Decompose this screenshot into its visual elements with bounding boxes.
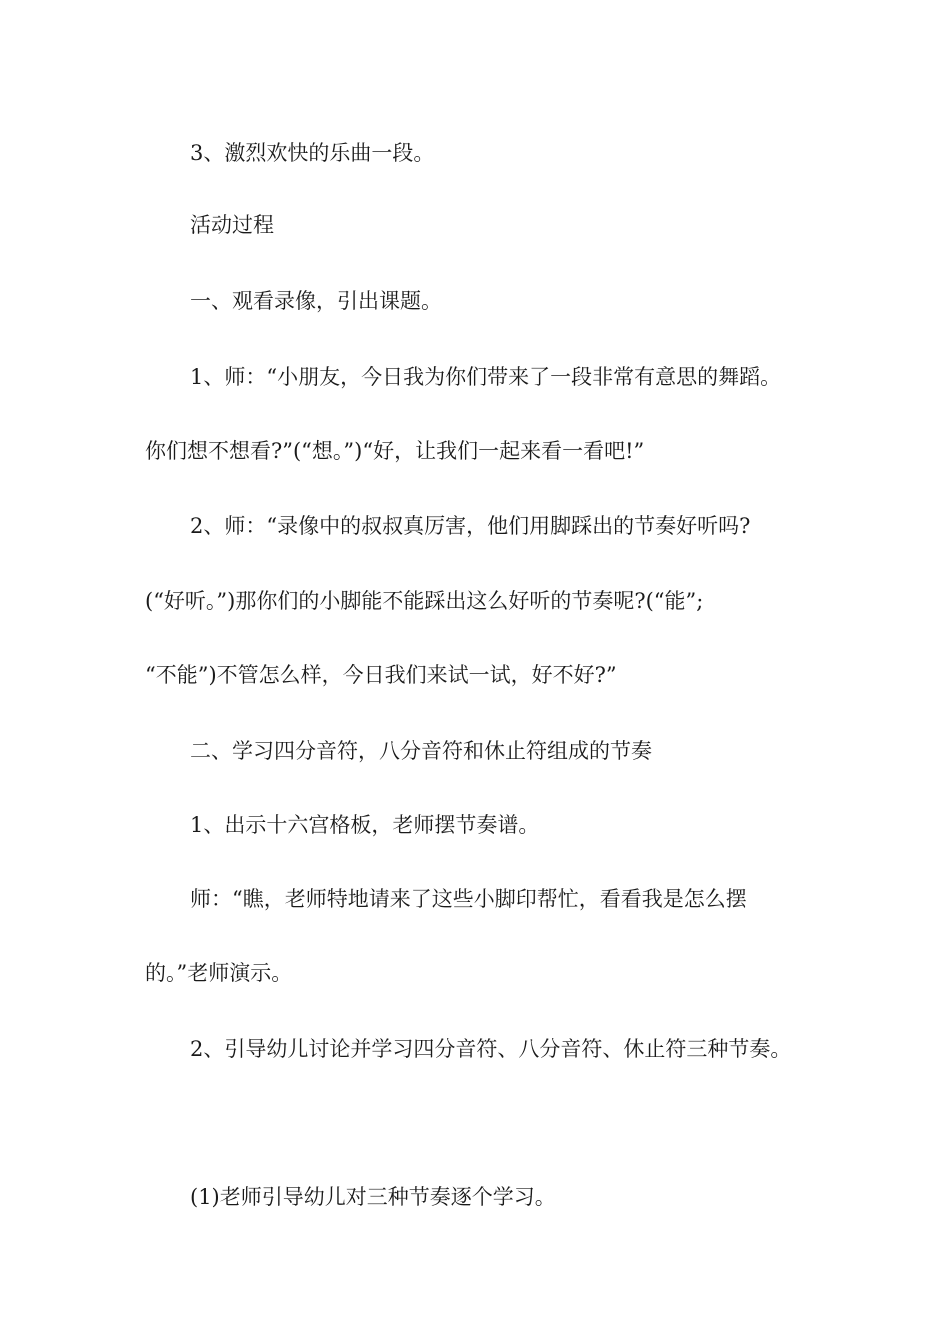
paragraph-teacher-demo-line-1: 师：“瞧，老师特地请来了这些小脚印帮忙，看看我是怎么摆 [190,887,747,911]
paragraph-substep-1: (1)老师引导幼儿对三种节奏逐个学习。 [190,1185,556,1209]
paragraph-teacher-2-line-3: “不能”)不管怎么样，今日我们来试一试，好不好?” [145,663,617,687]
paragraph-teacher-2-line-1: 2、师：“录像中的叔叔真厉害，他们用脚踩出的节奏好听吗? [190,514,751,538]
paragraph-step-1: 1、出示十六宫格板，老师摆节奏谱。 [190,813,540,837]
paragraph-step-2: 2、引导幼儿讨论并学习四分音符、八分音符、休止符三种节奏。 [190,1037,792,1061]
heading-section-1: 一、观看录像，引出课题。 [190,289,442,313]
heading-activity-process: 活动过程 [190,213,274,237]
heading-section-2: 二、学习四分音符，八分音符和休止符组成的节奏 [190,739,652,763]
paragraph-teacher-demo-line-2: 的。”老师演示。 [145,961,293,985]
paragraph-materials-3: 3、激烈欢快的乐曲一段。 [190,141,435,165]
paragraph-teacher-1-line-1: 1、师：“小朋友，今日我为你们带来了一段非常有意思的舞蹈。 [190,365,782,389]
paragraph-teacher-1-line-2: 你们想不想看?”(“想。”)“好，让我们一起来看一看吧!” [145,439,645,463]
paragraph-teacher-2-line-2: (“好听。”)那你们的小脚能不能踩出这么好听的节奏呢?(“能”; [145,589,704,613]
